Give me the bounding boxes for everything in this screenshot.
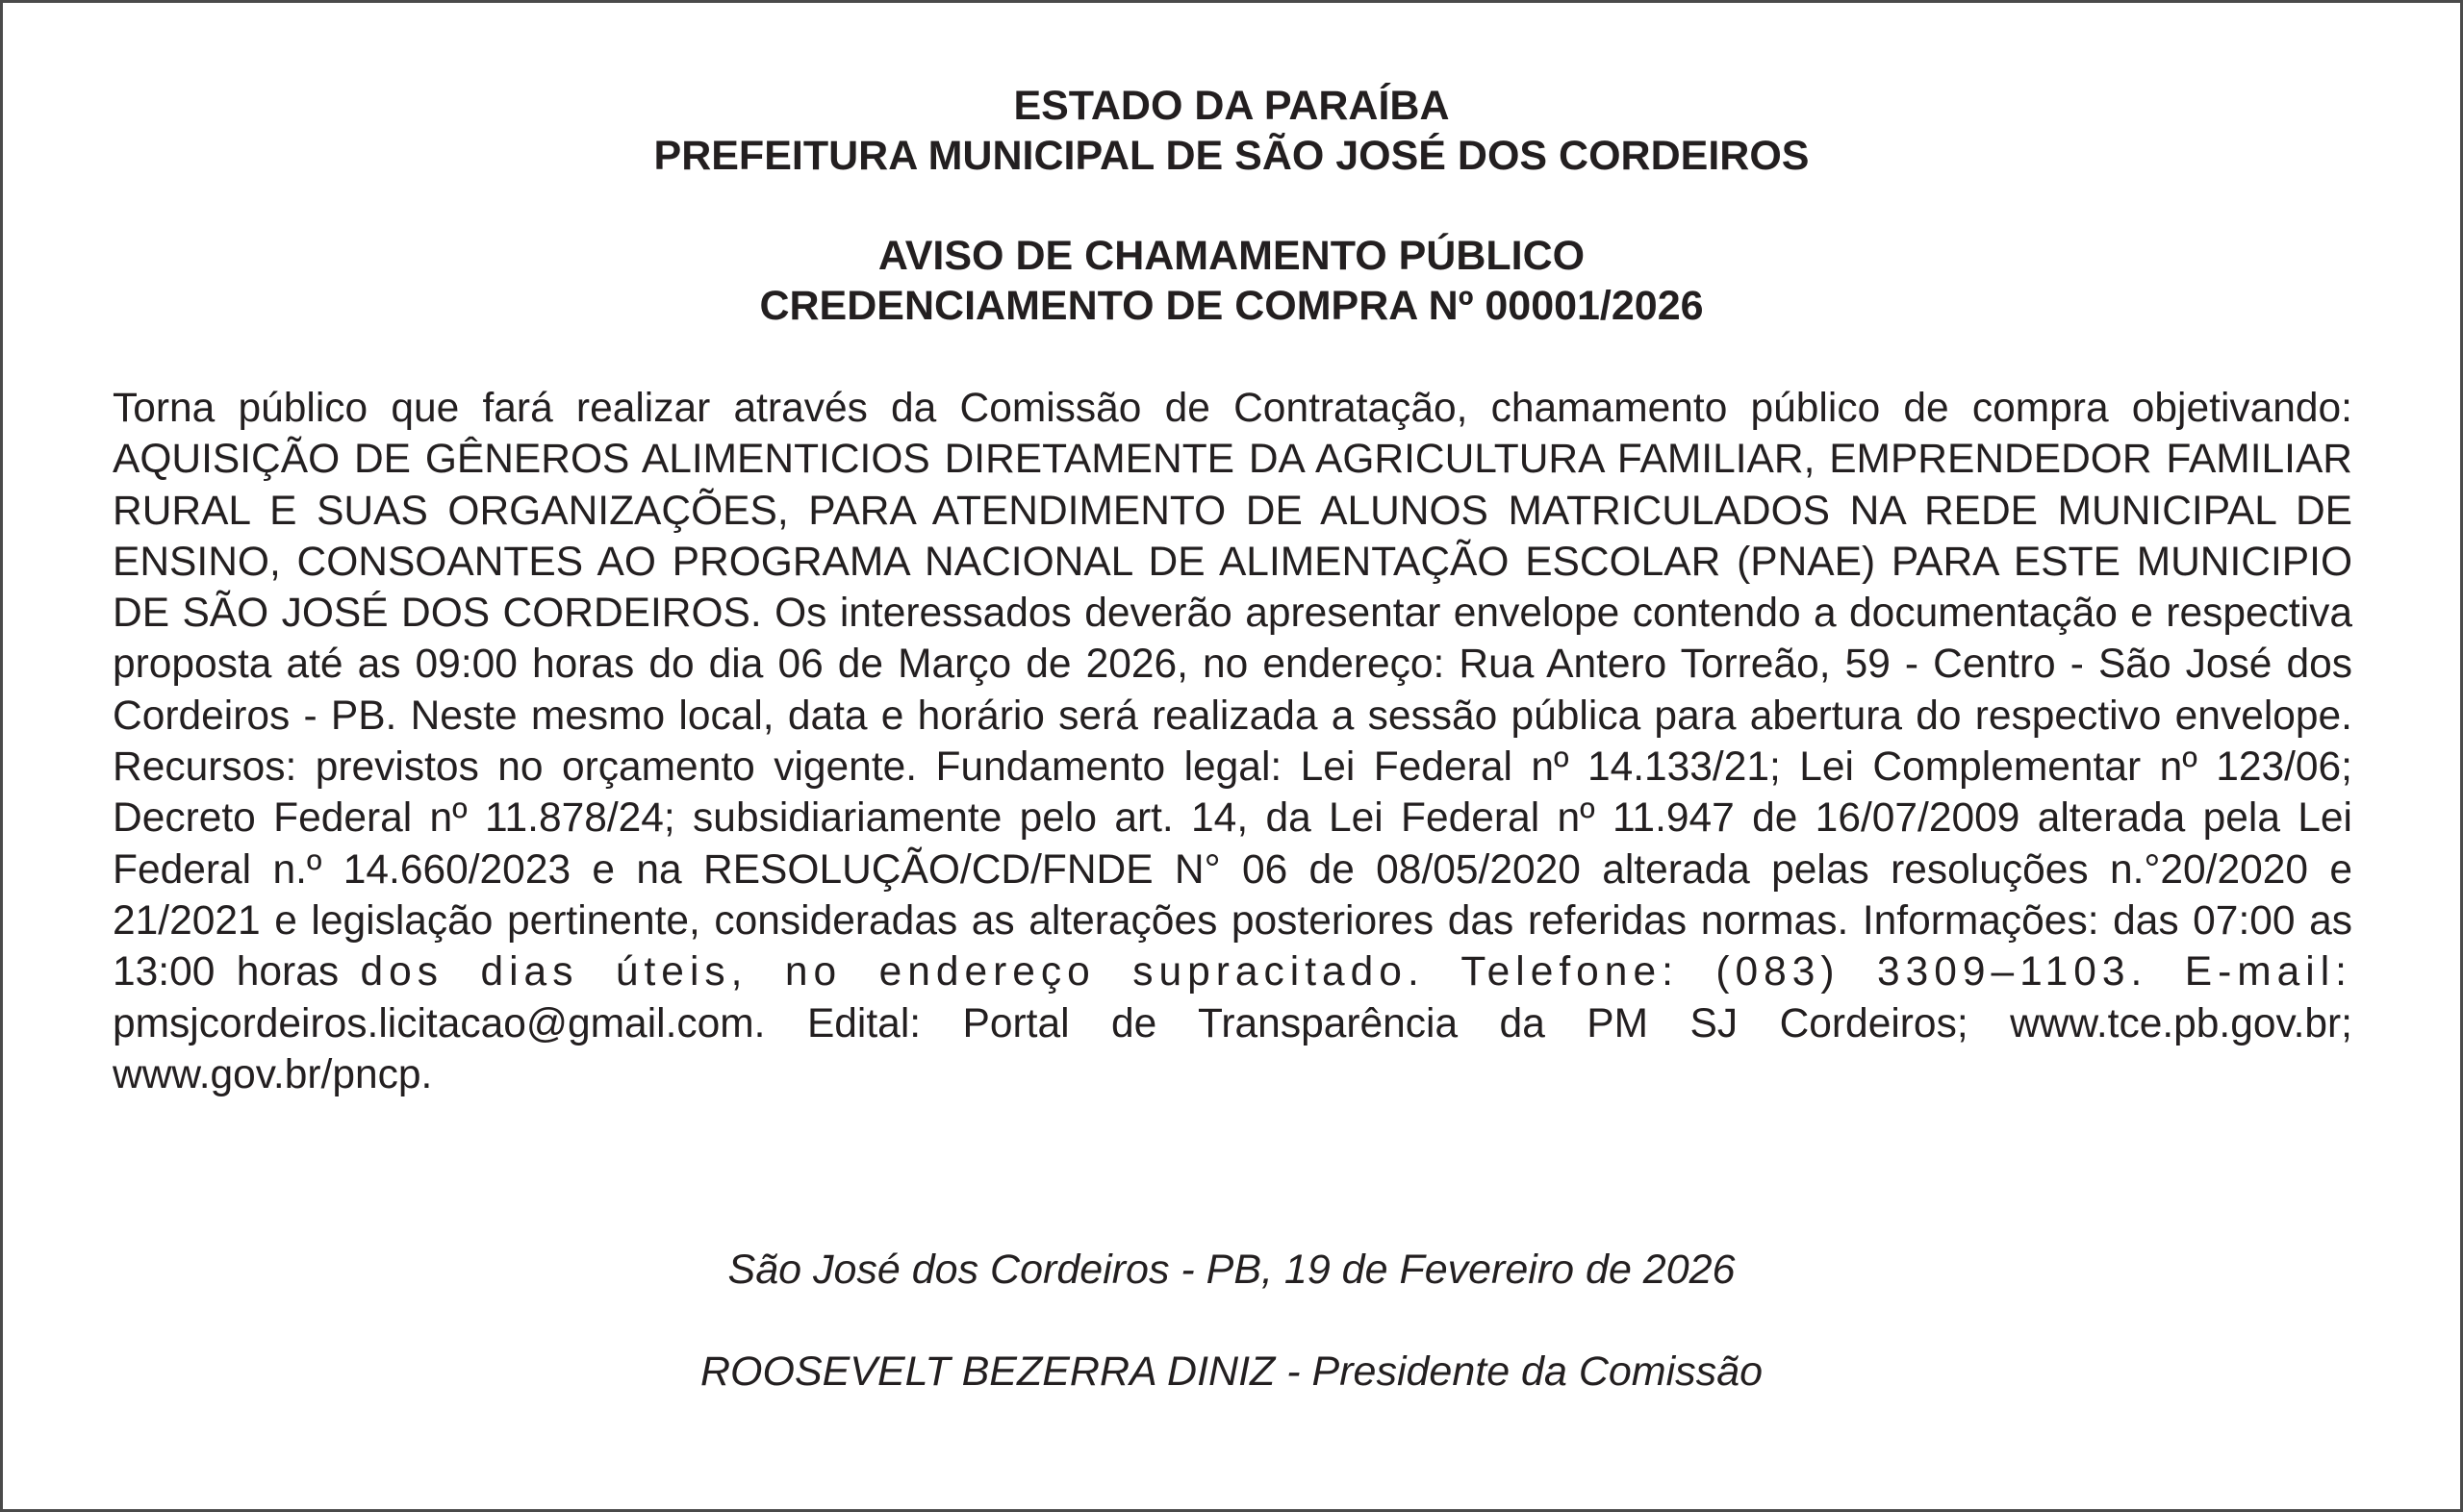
notice-header [0, 231, 2463, 331]
notice-contact-line: dos dias úteis, no endereço supracitado. Telefone: (083) 3309–1103. E-mail: [360, 949, 2352, 995]
notice-title: AVISO DE CHAMAMENTO PÚBLICO [877, 233, 1586, 279]
notice-paragraph-main: Torna público que fará realizar através da Comissão de Contratação, chamamento público de compra objetivando: AQUISIÇÃO DE GÊNEROS ALIMENTICIOS DIRETAMENTE DA AGRICULTURA FAMILIAR, EMPRENDEDOR FAMILIAR RURAL E SUAS ORGANIZAÇÕES, PARA ATENDIMENTO DE ALUNOS MATRICULADOS NA REDE MUNICIPAL DE ENSINO, CONSOANTES AO PROGRAMA NACIONAL DE ALIMENTAÇÃO ESCOLAR (PNAE) PARA ESTE MUNICIPIO DE SÃO JOSÉ DOS CORDEIROS. Os interessados deverão apresentar envelope contendo a documentação e respectiva proposta até as 09:00 horas do dia 06 de Março de 2026, no endereço: Rua Antero Torreão, 59 - Centro - São José dos Cordeiros - PB. Neste mesmo local, data e horário será realizada a sessão pública para abertura do respectivo envelope. Recursos: previstos no orçamento vigente. Fundamento legal: Lei Federal nº 14.133/21; Lei Complementar nº 123/06; Decreto Federal nº 11.878/24; subsidiariamente pelo art. 14, da Lei Federal nº 11.947 de 16/07/2009 alterada pela Lei Federal n.º 14.660/2023 e na RESOLUÇÃO/CD/FNDE N° 06 de 08/05/2020 alterada pelas resoluções n.°20/2020 e 21/2021 e legislação pertinente, consideradas as alterações posteriores das referidas normas. Informações: das 07:00 as 13:00 horas [113, 386, 2352, 995]
notice-number: CREDENCIAMENTO DE COMPRA Nº 00001/2026 [759, 283, 1704, 329]
city-hall-name: PREFEITURA MUNICIPAL DE SÃO JOSÉ DOS CORDEIROS [653, 133, 1810, 179]
signature-line: ROOSEVELT BEZERRA DINIZ - Presidente da Comissão [700, 1348, 1763, 1395]
place-and-date: São José dos Cordeiros - PB, 19 de Fevereiro de 2026 [727, 1247, 1736, 1293]
notice-paragraph-end: pmsjcordeiros.licitacao@gmail.com. Edital: Portal de Transparência da PM SJ Cordeiros; www.tce.pb.gov.br; www.gov.br/pncp. [113, 1000, 2352, 1097]
state-name: ESTADO DA PARAÍBA [1013, 83, 1450, 129]
issuer-header [0, 81, 2463, 181]
notice-body [113, 383, 2352, 1100]
